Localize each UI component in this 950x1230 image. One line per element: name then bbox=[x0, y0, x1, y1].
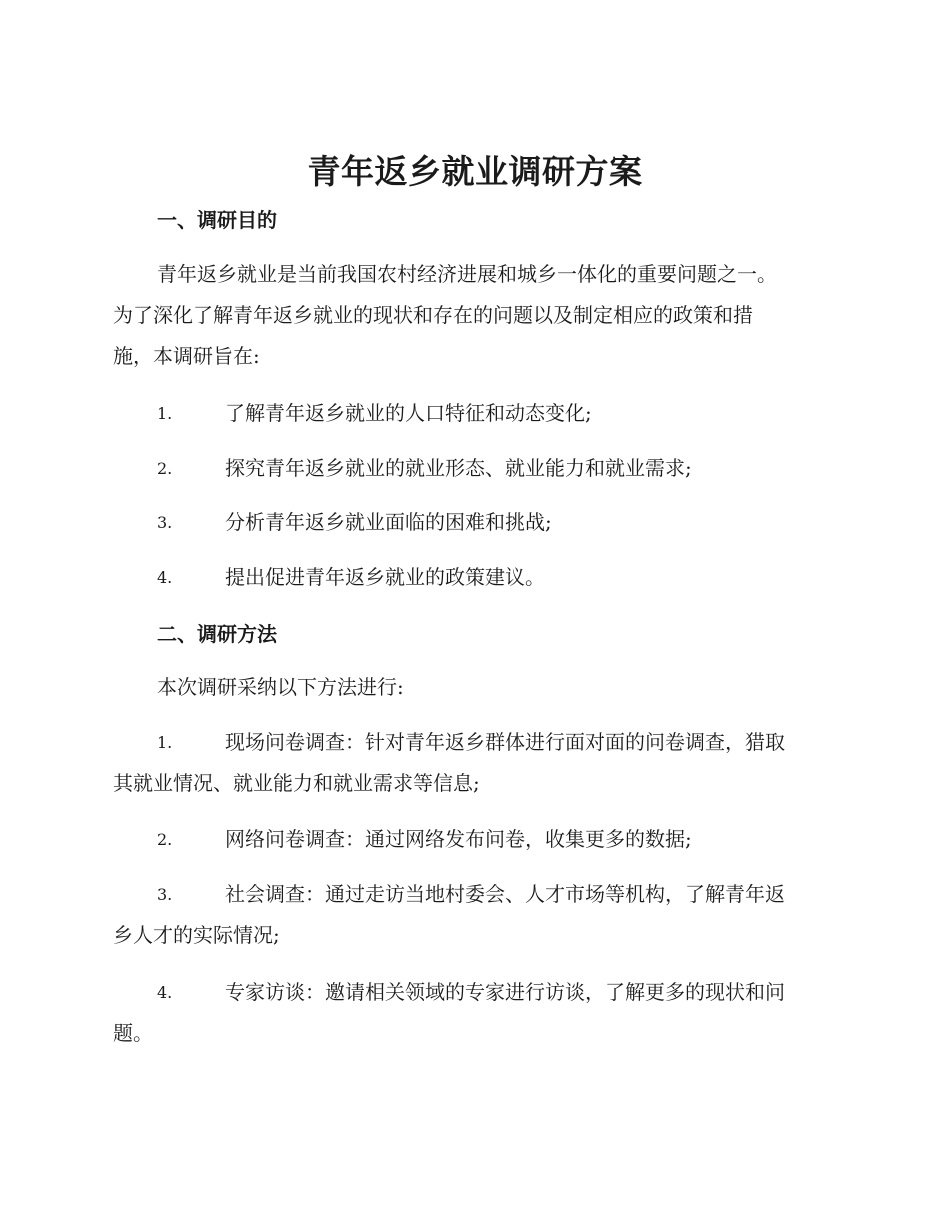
list-item-text: 网络问卷调查：通过网络发布问卷，收集更多的数据; bbox=[225, 827, 692, 851]
list-item-text: 现场问卷调查：针对青年返乡群体进行面对面的问卷调查，猎取 bbox=[225, 730, 785, 754]
list-item-text: 了解青年返乡就业的人口特征和动态变化; bbox=[225, 401, 592, 425]
paragraph-line: 青年返乡就业是当前我国农村经济进展和城乡一体化的重要问题之一。 bbox=[157, 262, 777, 286]
list-item-number: 1. bbox=[157, 404, 173, 423]
list-item-continuation: 题。 bbox=[113, 1021, 153, 1045]
paragraph-line: 施，本调研旨在: bbox=[113, 344, 260, 368]
list-item bbox=[113, 393, 838, 434]
list-item-number: 1. bbox=[157, 733, 173, 752]
list-item bbox=[113, 819, 838, 860]
section-heading-purpose: 一、调研目的 bbox=[157, 208, 277, 232]
list-item-text: 专家访谈：邀请相关领域的专家进行访谈，了解更多的现状和问 bbox=[225, 980, 785, 1004]
list-item-number: 2. bbox=[157, 830, 173, 849]
list-item bbox=[113, 722, 838, 804]
list-item bbox=[113, 502, 838, 543]
list-item-number: 4. bbox=[157, 568, 173, 587]
paragraph-line: 为了深化了解青年返乡就业的现状和存在的问题以及制定相应的政策和措 bbox=[113, 303, 753, 327]
document-title: 青年返乡就业调研方案 bbox=[307, 152, 643, 191]
list-item-text: 提出促进青年返乡就业的政策建议。 bbox=[225, 565, 545, 589]
list-item-number: 2. bbox=[157, 459, 173, 478]
list-item bbox=[113, 874, 838, 956]
list-item bbox=[113, 448, 838, 489]
list-item-text: 探究青年返乡就业的就业形态、就业能力和就业需求; bbox=[225, 456, 692, 480]
list-item-text: 社会调查：通过走访当地村委会、人才市场等机构，了解青年返 bbox=[225, 882, 785, 906]
list-item bbox=[113, 972, 838, 1054]
list-item bbox=[113, 557, 838, 598]
purpose-intro-paragraph bbox=[113, 254, 838, 377]
list-item-number: 4. bbox=[157, 983, 173, 1002]
section-heading-method: 二、调研方法 bbox=[157, 622, 277, 646]
list-item-text: 分析青年返乡就业面临的困难和挑战; bbox=[225, 510, 552, 534]
list-item-number: 3. bbox=[157, 885, 173, 904]
list-item-continuation: 其就业情况、就业能力和就业需求等信息; bbox=[113, 771, 480, 795]
method-intro-paragraph: 本次调研采纳以下方法进行: bbox=[157, 675, 404, 699]
list-item-continuation: 乡人才的实际情况; bbox=[113, 923, 280, 947]
list-item-number: 3. bbox=[157, 513, 173, 532]
